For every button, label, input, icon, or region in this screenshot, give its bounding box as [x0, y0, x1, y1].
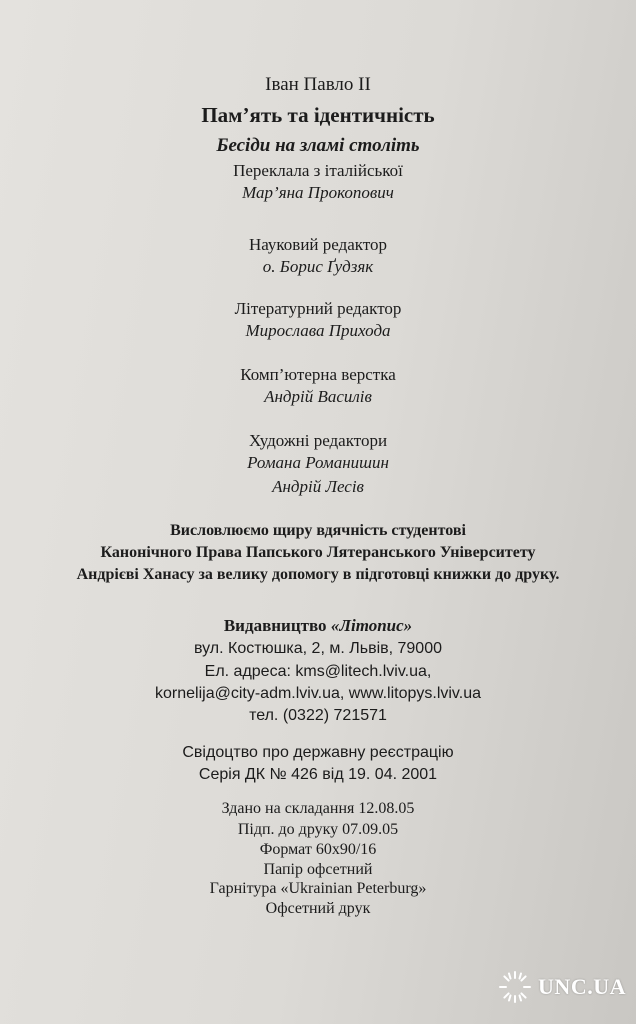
publisher-phone: тел. (0322) 721571: [249, 707, 387, 724]
credit-role: Комп’ютерна верстка: [240, 365, 396, 384]
publisher-line: [0, 617, 636, 634]
translation-label: Переклала з італійської: [233, 161, 403, 180]
credit-name: Мирослава Приходa: [245, 321, 391, 340]
acknowledgment-line: Андрієві Ханасу за велику допомогу в підготовці книжки до друку.: [76, 566, 560, 583]
credit-name: Романа Романишин: [247, 453, 389, 472]
author: Іван Павло ІІ: [265, 74, 371, 95]
acknowledgment-line: Висловлюємо щиру вдячність студентові: [170, 522, 466, 539]
translator-name: Мар’яна Прокопович: [242, 183, 394, 202]
watermark-text: UNC.UA: [538, 974, 626, 999]
print-info-line: Гарнітура «Ukrainian Peterburg»: [209, 880, 427, 897]
book-title: Пам’ять та ідентичність: [201, 103, 435, 127]
book-subtitle: Бесіди на зламі століть: [216, 135, 420, 156]
registration-line: Серія ДК № 426 від 19. 04. 2001: [198, 766, 438, 783]
sun-logo-icon: [498, 970, 532, 1004]
credit-name: Андрій Василів: [264, 387, 372, 406]
credit-role: Літературний редактор: [234, 299, 402, 318]
credit-name: о. Борис Ґудзяк: [262, 257, 374, 276]
publisher-email: Ел. адреса: kms@litech.lviv.ua,: [204, 663, 432, 680]
print-info-line: Підп. до друку 07.09.05: [237, 821, 399, 838]
publisher-label: Видавництво: [223, 616, 331, 635]
print-info-line: Офсетний друк: [265, 900, 371, 917]
registration-line: Свідоцтво про державну реєстрацію: [182, 744, 454, 761]
print-info-line: Формат 60x90/16: [259, 841, 377, 858]
credit-role: Художні редактори: [248, 431, 388, 450]
publisher-address: вул. Костюшка, 2, м. Львів, 79000: [194, 640, 442, 657]
watermark: [498, 970, 626, 1004]
publisher-web: kornelija@city-adm.lviv.ua, www.litopys.lviv.ua: [155, 685, 481, 702]
print-info-line: Папір офсетний: [263, 861, 373, 878]
acknowledgment-line: Канонічного Права Папського Лятеранського Університету: [100, 544, 536, 561]
publisher-name: «Літопис»: [330, 616, 413, 635]
print-info-line: Здано на складання 12.08.05: [221, 800, 415, 817]
credit-name: Андрій Лесів: [272, 477, 364, 496]
credit-role: Науковий редактор: [248, 235, 388, 254]
